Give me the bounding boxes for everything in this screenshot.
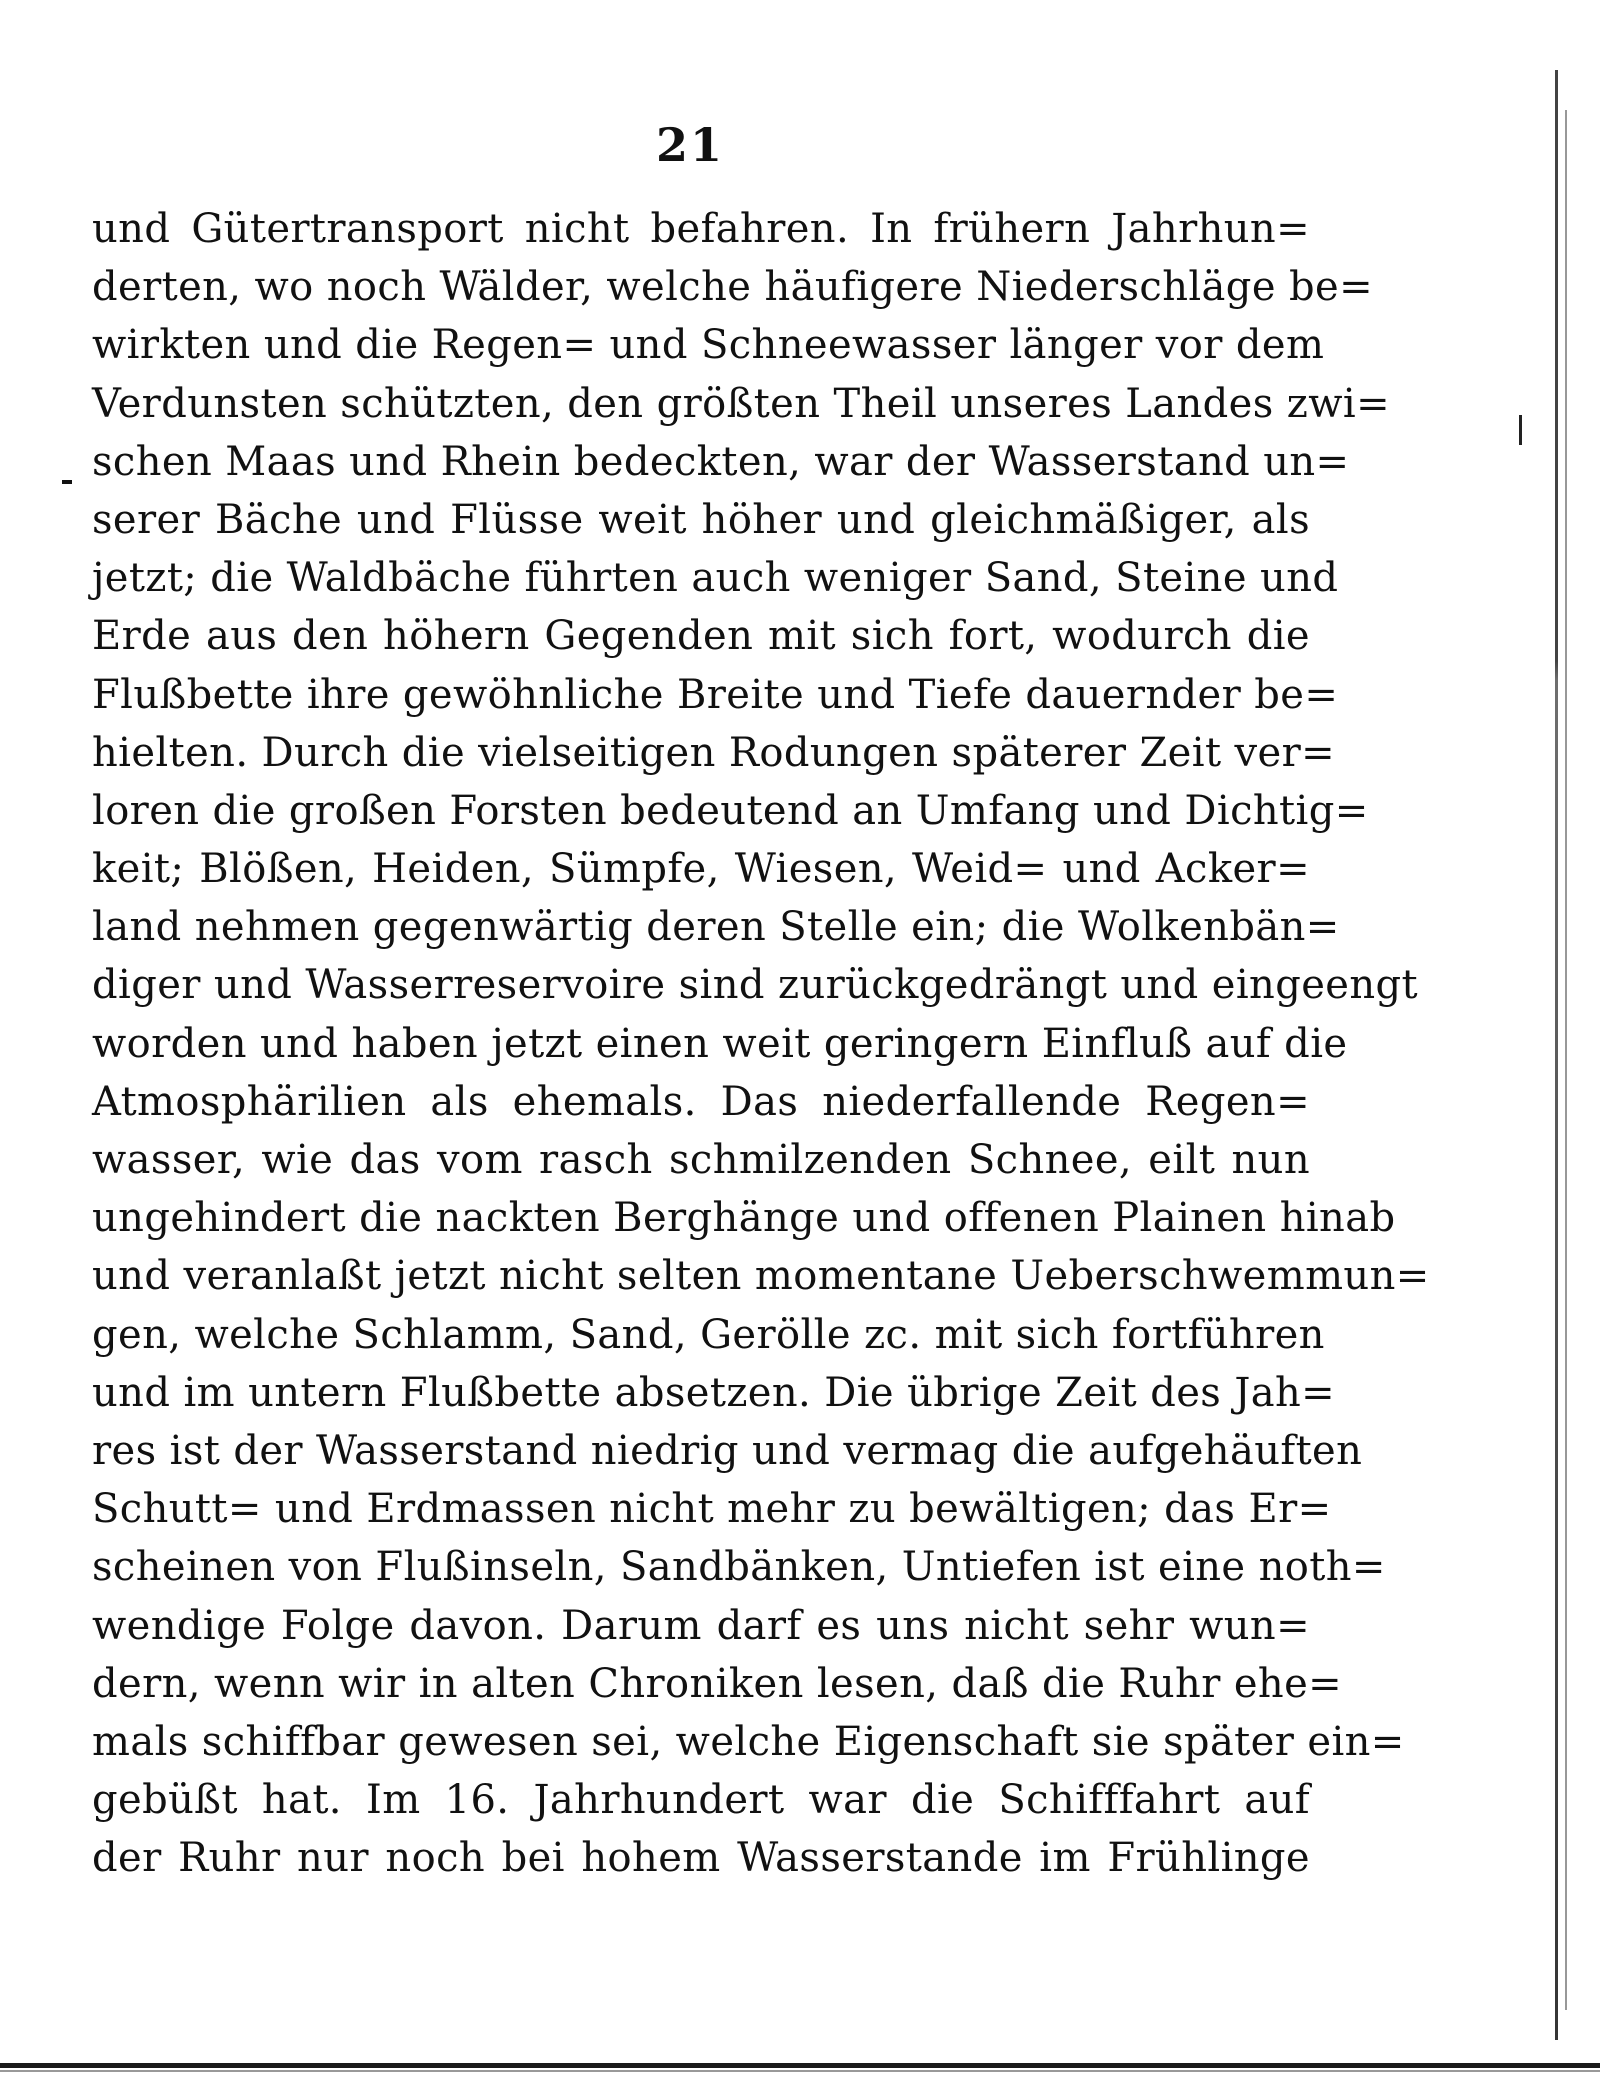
text-line: wirkten und die Regen= und Schneewasser länger vor dem [92, 322, 1325, 369]
text-line: res ist der Wasserstand niedrig und vermag die aufgehäuften [92, 1427, 1363, 1474]
text-line: Atmosphärilien als ehemals. Das niederfallende Regen= [92, 1078, 1310, 1125]
bottom-page-edge-shadow [0, 2070, 1600, 2072]
text-line: loren die großen Forsten bedeutend an Umfang und Dichtig= [92, 787, 1369, 834]
page-number: 21 [655, 118, 724, 172]
page-binding-shadow [1565, 110, 1567, 2010]
text-line: gen, welche Schlamm, Sand, Gerölle zc. mit sich fortführen [92, 1311, 1325, 1358]
text-line: mals schiffbar gewesen sei, welche Eigenschaft sie später ein= [92, 1718, 1405, 1765]
text-line: jetzt; die Waldbäche führten auch weniger Sand, Steine und [92, 555, 1339, 602]
text-line: derten, wo noch Wälder, welche häufigere Niederschläge be= [92, 264, 1373, 311]
text-line: serer Bäche und Flüsse weit höher und gleichmäßiger, als [92, 496, 1310, 543]
text-line: worden und haben jetzt einen weit geringern Einfluß auf die [92, 1020, 1348, 1067]
text-line: gebüßt hat. Im 16. Jahrhundert war die Schifffahrt auf [92, 1777, 1310, 1824]
text-line: ungehindert die nackten Berghänge und offenen Plainen hinab [92, 1195, 1396, 1242]
text-line: Schutt= und Erdmassen nicht mehr zu bewältigen; das Er= [92, 1486, 1332, 1533]
text-line: der Ruhr nur noch bei hohem Wasserstande im Frühlinge [92, 1835, 1310, 1882]
bottom-page-edge [0, 2063, 1600, 2068]
text-line: Erde aus den höhern Gegenden mit sich fort, wodurch die [92, 613, 1310, 660]
text-line: diger und Wasserreservoire sind zurückgedrängt und eingeengt [92, 962, 1419, 1009]
margin-mark [1519, 415, 1522, 445]
text-line: Flußbette ihre gewöhnliche Breite und Tiefe dauernder be= [92, 671, 1339, 718]
text-line: dern, wenn wir in alten Chroniken lesen, daß die Ruhr ehe= [92, 1660, 1343, 1707]
text-line: und im untern Flußbette absetzen. Die übrige Zeit des Jah= [92, 1369, 1336, 1416]
text-line: und Gütertransport nicht befahren. In frühern Jahrhun= [92, 206, 1310, 252]
page-binding-edge [1555, 70, 1558, 2040]
text-line: Verdunsten schützten, den größten Theil unseres Landes zwi= [92, 380, 1391, 427]
text-line: land nehmen gegenwärtig deren Stelle ein; die Wolkenbän= [92, 904, 1340, 951]
text-line: hielten. Durch die vielseitigen Rodungen späterer Zeit ver= [92, 729, 1336, 776]
margin-dash [62, 480, 72, 484]
text-line: scheinen von Flußinseln, Sandbänken, Untiefen ist eine noth= [92, 1544, 1386, 1591]
text-line: wendige Folge davon. Darum darf es uns nicht sehr wun= [92, 1602, 1310, 1649]
text-line: schen Maas und Rhein bedeckten, war der Wasserstand un= [92, 438, 1350, 485]
text-line: keit; Blößen, Heiden, Sümpfe, Wiesen, Weid= und Acker= [92, 846, 1310, 893]
body-text [92, 200, 1430, 1887]
text-line: und veranlaßt jetzt nicht selten momentane Ueberschwemmun= [92, 1253, 1430, 1300]
text-line: wasser, wie das vom rasch schmilzenden Schnee, eilt nun [92, 1137, 1310, 1183]
